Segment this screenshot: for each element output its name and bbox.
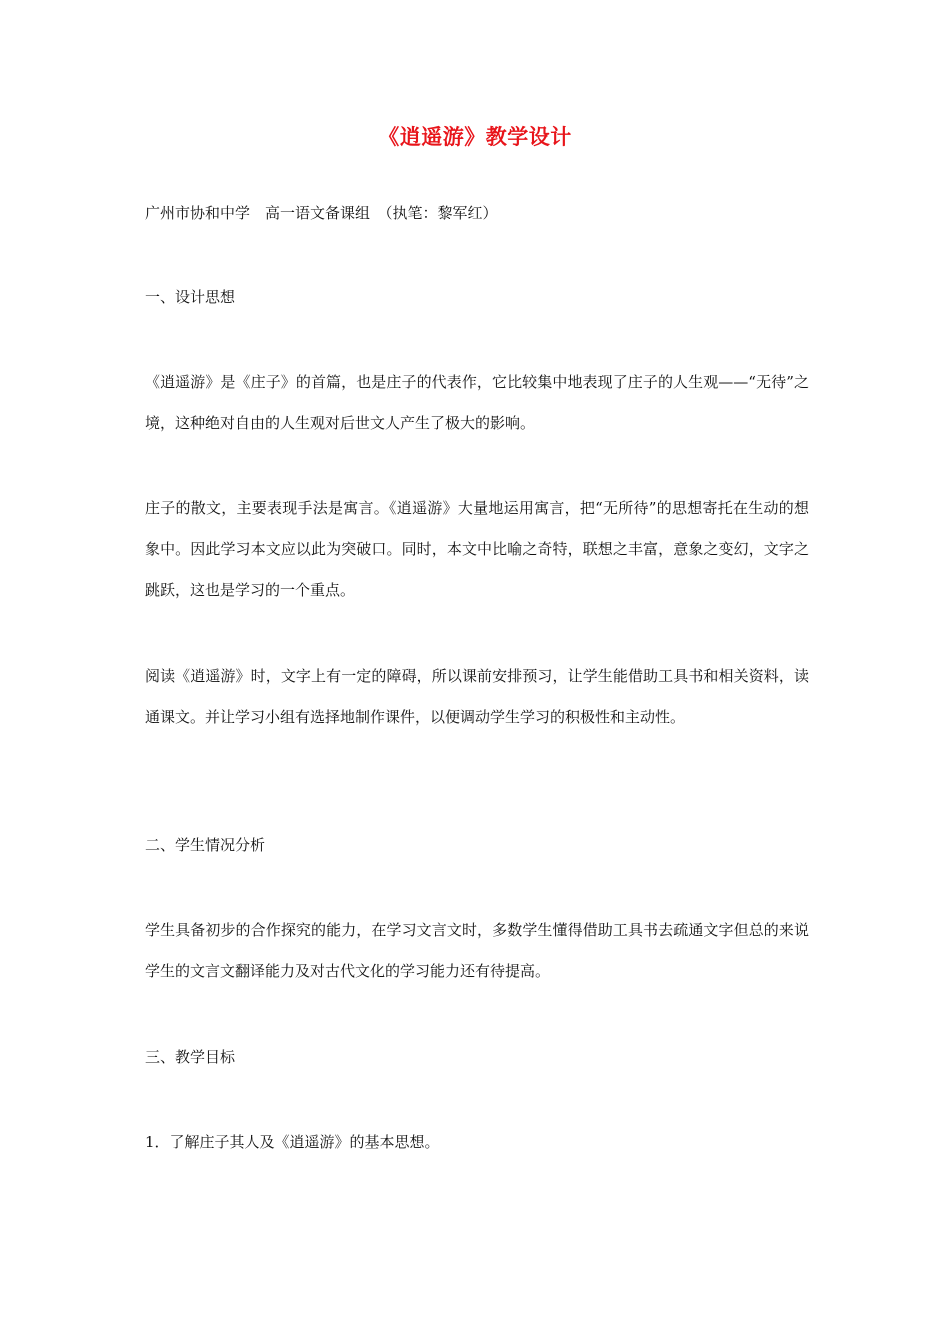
section-heading-teaching-goals: 三、教学目标 (145, 1048, 236, 1066)
paragraph: 学生具备初步的合作探究的能力，在学习文言文时，多数学生懂得借助工具书去疏通文字但总的来说学生的文言文翻译能力及对古代文化的学习能力还有待提高。 (145, 921, 809, 980)
author-line: 广州市协和中学 高一语文备课组 （执笔：黎军红） (145, 204, 498, 222)
paragraph: 庄子的散文，主要表现手法是寓言。《逍遥游》大量地运用寓言，把“无所待”的思想寄托在生动的想象中。因此学习本文应以此为突破口。同时，本文中比喻之奇特，联想之丰富，意象之变幻，文字之跳跃，这也是学习的一个重点。 (145, 499, 809, 599)
list-item: 1．了解庄子其人及《逍遥游》的基本思想。 (145, 1133, 440, 1151)
paragraph: 《逍遥游》是《庄子》的首篇，也是庄子的代表作，它比较集中地表现了庄子的人生观——“无待”之境，这种绝对自由的人生观对后世文人产生了极大的影响。 (145, 373, 809, 432)
paragraph: 阅读《逍遥游》时，文字上有一定的障碍，所以课前安排预习，让学生能借助工具书和相关资料，读通课文。并让学习小组有选择地制作课件，以便调动学生学习的积极性和主动性。 (145, 667, 809, 726)
section-heading-student-analysis: 二、学生情况分析 (145, 836, 266, 854)
section-heading-design-thinking: 一、设计思想 (145, 288, 236, 306)
document-title: 《逍遥游》教学设计 (378, 124, 572, 149)
